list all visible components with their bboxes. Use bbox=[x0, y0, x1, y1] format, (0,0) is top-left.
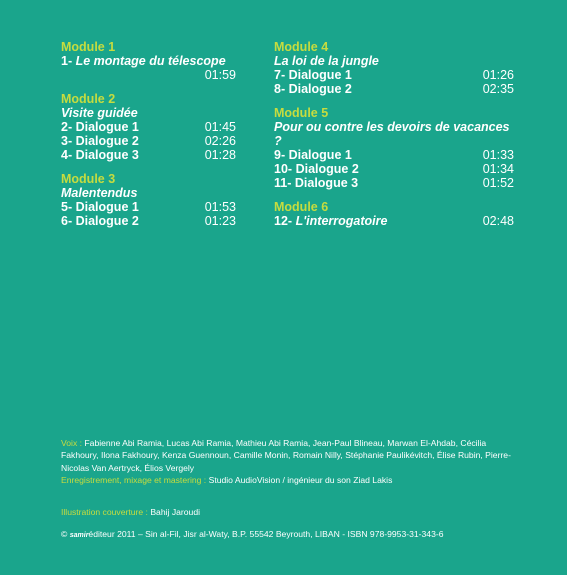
track-name bbox=[61, 134, 139, 148]
track-duration: 01:28 bbox=[204, 148, 236, 162]
track-name bbox=[61, 148, 139, 162]
module-title: Module 3 bbox=[61, 172, 116, 186]
track-duration: 01:34 bbox=[482, 162, 514, 176]
track-title: Dialogue 2 bbox=[288, 82, 352, 96]
module-title: Module 4 bbox=[274, 40, 329, 54]
module-block bbox=[61, 172, 236, 228]
track-number: 3- bbox=[61, 134, 73, 148]
module-block bbox=[274, 200, 514, 228]
track-row bbox=[61, 214, 236, 228]
module-subtitle: La loi de la jungle bbox=[274, 54, 379, 68]
track-name bbox=[274, 176, 358, 190]
track-duration-row bbox=[61, 68, 236, 82]
track-number: 12- bbox=[274, 214, 293, 228]
modules-left-column bbox=[61, 40, 236, 238]
track-row bbox=[61, 148, 236, 162]
track-title: Dialogue 1 bbox=[288, 148, 352, 162]
module-subtitle: Visite guidée bbox=[61, 106, 138, 120]
track-name bbox=[274, 148, 352, 162]
track-title: Dialogue 1 bbox=[75, 120, 139, 134]
track-number: 7- bbox=[274, 68, 286, 82]
track-row bbox=[274, 176, 514, 190]
module-block bbox=[274, 106, 514, 190]
module-subtitle: Malentendus bbox=[61, 186, 138, 200]
track-duration: 01:52 bbox=[482, 176, 514, 190]
track-duration: 02:26 bbox=[204, 134, 236, 148]
illustration-label: Illustration couverture : bbox=[61, 507, 148, 517]
track-name bbox=[61, 54, 226, 68]
track-number: 5- bbox=[61, 200, 73, 214]
copyright-line bbox=[61, 528, 444, 542]
track-title: Dialogue 2 bbox=[75, 214, 139, 228]
track-number: 4- bbox=[61, 148, 73, 162]
track-name bbox=[61, 120, 139, 134]
copyright-symbol: © bbox=[61, 529, 68, 539]
track-title: Dialogue 3 bbox=[294, 176, 359, 190]
track-name bbox=[61, 200, 139, 214]
track-number: 2- bbox=[61, 120, 73, 134]
track-number: 11- bbox=[274, 176, 292, 190]
track-row bbox=[61, 120, 236, 134]
track-number: 10- bbox=[274, 162, 293, 176]
track-title: Le montage du télescope bbox=[75, 54, 226, 68]
track-row bbox=[61, 54, 236, 68]
track-duration: 01:26 bbox=[482, 68, 514, 82]
track-row bbox=[274, 214, 514, 228]
track-name bbox=[274, 82, 352, 96]
track-duration: 01:45 bbox=[204, 120, 236, 134]
track-row bbox=[274, 162, 514, 176]
track-title: Dialogue 1 bbox=[288, 68, 352, 82]
track-name bbox=[61, 214, 139, 228]
module-title: Module 5 bbox=[274, 106, 329, 120]
track-title: L'interrogatoire bbox=[295, 214, 388, 228]
illustration-name: Bahij Jaroudi bbox=[150, 507, 201, 517]
illustration-credit bbox=[61, 506, 200, 518]
track-row bbox=[274, 68, 514, 82]
recording-credit: Studio AudioVision / ingénieur du son Ziad Lakis bbox=[208, 475, 393, 486]
track-number: 9- bbox=[274, 148, 286, 162]
track-name bbox=[274, 68, 352, 82]
module-title: Module 1 bbox=[61, 40, 116, 54]
track-duration: 01:33 bbox=[482, 148, 514, 162]
modules-right-column bbox=[274, 40, 514, 238]
track-title: Dialogue 2 bbox=[295, 162, 359, 176]
module-block bbox=[274, 40, 514, 96]
voices-label: Voix : bbox=[61, 438, 83, 448]
module-title: Module 2 bbox=[61, 92, 116, 106]
recording-label: Enregistrement, mixage et mastering : bbox=[61, 475, 207, 486]
track-title: Dialogue 3 bbox=[75, 148, 139, 162]
publisher-logo: samir bbox=[69, 532, 89, 539]
track-row bbox=[61, 134, 236, 148]
module-title: Module 6 bbox=[274, 200, 329, 214]
track-row bbox=[61, 200, 236, 214]
track-number: 6- bbox=[61, 214, 73, 228]
track-row bbox=[274, 82, 514, 96]
voices-list: Fabienne Abi Ramia, Lucas Abi Ramia, Mathieu Abi Ramia, Jean-Paul Blineau, Marwan El-Ahdab, Cécilia Fakhoury, Ilona Fakhoury, Kenza Guennoun, Camille Monin, Romain Nilly, Stéphanie Paulikévitch, Élise Rubin, Pierre-Nicolas Van Aertryck, Élios Vergely bbox=[61, 438, 511, 473]
track-row bbox=[274, 148, 514, 162]
track-name bbox=[274, 162, 359, 176]
track-duration: 01:53 bbox=[204, 200, 236, 214]
track-duration: 01:59 bbox=[204, 68, 236, 82]
track-number: 8- bbox=[274, 82, 286, 96]
track-duration: 02:35 bbox=[482, 82, 514, 96]
track-duration: 02:48 bbox=[482, 214, 514, 228]
copyright-text: éditeur 2011 – Sin al-Fil, Jisr al-Waty, B.P. 55542 Beyrouth, LIBAN - ISBN 978-9953-31-343-6 bbox=[88, 529, 444, 539]
module-block bbox=[61, 92, 236, 162]
module-subtitle: Pour ou contre les devoirs de vacances ? bbox=[274, 120, 510, 148]
track-duration: 01:23 bbox=[204, 214, 236, 228]
track-number: 1- bbox=[61, 54, 73, 68]
track-title: Dialogue 1 bbox=[75, 200, 139, 214]
credits-block bbox=[61, 437, 521, 487]
track-name bbox=[274, 214, 387, 228]
module-block bbox=[61, 40, 236, 82]
track-title: Dialogue 2 bbox=[75, 134, 139, 148]
